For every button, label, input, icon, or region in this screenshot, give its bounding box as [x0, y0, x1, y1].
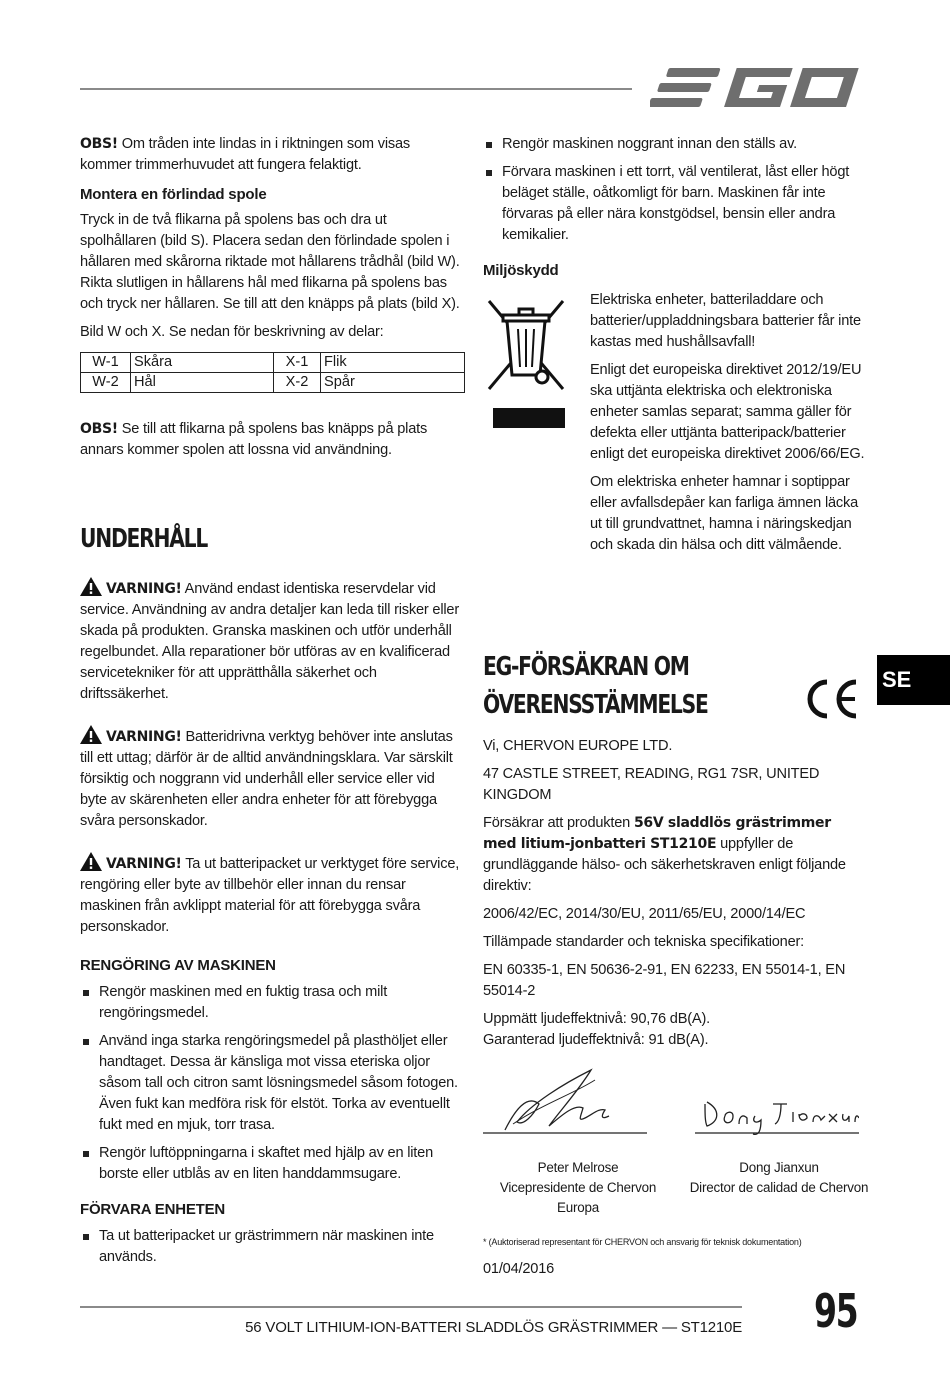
footer-title: 56 VOLT LITHIUM-ION-BATTERI SLADDLÖS GRÄSTRIMMER — ST1210E	[245, 1319, 742, 1336]
table-cell: Flik	[321, 353, 465, 373]
parts-table	[80, 352, 465, 393]
table-cell: Spår	[321, 373, 465, 393]
list-item: Använd inga starka rengöringsmedel på plasthöljet eller handtaget. Dessa är känsliga mot vissa eteriska oljor såsom tall och citron samt lösningsmedel såsom fotogen. Även fukt kan medföra risk för elstöt. Torka av eventuellt fukt med en mjuk, torr trasa.	[80, 1031, 465, 1136]
spool-heading: Montera en förlindad spole	[80, 186, 267, 203]
obs-label: OBS!	[80, 421, 118, 437]
storage-section-left	[80, 1201, 465, 1275]
cleaning-heading: RENGÖRING AV MASKINEN	[80, 957, 276, 974]
storage-section-right	[483, 134, 863, 253]
table-cell: Hål	[131, 373, 274, 393]
header-rule	[80, 88, 632, 90]
guaranteed-noise: Garanterad ljudeffektnivå: 91 dB(A).	[483, 1032, 709, 1048]
footnote: * (Auktoriserad representant för CHERVON och ansvarig för teknisk dokumentation)	[483, 1237, 802, 1247]
environment-paragraph: Om elektriska enheter hamnar i soptippar eller avfallsdepåer kan farliga ämnen läcka ut till grundvattnet, hamna i näringskedjan och skada din hälsa och ditt välmående.	[590, 474, 859, 553]
signatory-name: Peter Melrose	[537, 1160, 619, 1175]
ec-declaration	[483, 736, 863, 1051]
environment-text	[590, 290, 865, 556]
company-name: Vi, CHERVON EUROPE LTD.	[483, 738, 673, 754]
company-address: 47 CASTLE STREET, READING, RG1 7SR, UNITED KINGDOM	[483, 766, 820, 803]
warning-triangle-icon	[80, 852, 102, 871]
obs-text: Om tråden inte lindas in i riktningen som visas kommer trimmerhuvudet att fungera felaktigt.	[80, 136, 410, 173]
warning-text: Ta ut batteripacket ur verktyget före service, rengöring eller byte av tillbehör eller innan du rensar maskinen från avklippt material för att förebygga svåra personskador.	[80, 856, 460, 935]
measured-noise: Uppmätt ljudeffektnivå: 90,76 dB(A).	[483, 1011, 710, 1027]
footer-rule	[80, 1306, 742, 1308]
warning-paragraph	[80, 577, 465, 705]
obs-text: Se till att flikarna på spolens bas knäpps på plats annars kommer spolen att lossna vid användning.	[80, 421, 428, 458]
standards-label: Tillämpade standarder och tekniska specifikationer:	[483, 934, 805, 950]
standards-list: EN 60335-1, EN 50636-2-91, EN 62233, EN 55014-1, EN 55014-2	[483, 962, 846, 999]
storage-heading: FÖRVARA ENHETEN	[80, 1201, 226, 1218]
list-item: Rengör maskinen noggrant innan den ställs av.	[483, 134, 863, 155]
table-row	[81, 353, 465, 373]
ec-heading-line1: EG-FÖRSÄKRAN OM	[483, 652, 689, 682]
directives-list: 2006/42/EC, 2014/30/EU, 2011/65/EU, 2000/14/EC	[483, 906, 806, 922]
table-cell: X-1	[274, 353, 321, 373]
product-name: 56V sladdlös grästrimmer med litium-jonbatteri ST1210E	[483, 815, 831, 852]
ec-heading-wrap	[483, 648, 771, 724]
signatory-name: Dong Jianxun	[739, 1160, 819, 1175]
storage-list-right	[483, 134, 863, 246]
list-item: Ta ut batteripacket ur grästrimmern när maskinen inte används.	[80, 1226, 465, 1268]
list-item: Förvara maskinen i ett torrt, väl ventilerat, låst eller högt beläget ställe, oåtkomligt för barn. Maskinen får inte förvaras på eller nära konstgödsel, bensin eller andra kemikalier.	[483, 162, 863, 246]
table-cell: Skåra	[131, 353, 274, 373]
warning-text: Batteridrivna verktyg behöver inte anslutas till ett uttag; därför är de alltid användningsklara. Var särskilt försiktig och noggrann vid underhåll eller service eller vid byte av skärenheten eller andra enheter för att förebygga svåra personskador.	[80, 729, 453, 829]
environment-heading: Miljöskydd	[483, 262, 559, 279]
warning-label: VARNING!	[106, 729, 182, 745]
table-row	[81, 373, 465, 393]
ego-logo	[650, 64, 862, 112]
declaration-pre: Försäkrar att produkten	[483, 815, 634, 831]
warning-label: VARNING!	[106, 581, 182, 597]
figure-note: Bild W och X. Se nedan för beskrivning av delar:	[80, 324, 384, 340]
obs-label: OBS!	[80, 136, 118, 152]
maintenance-heading: UNDERHÅLL	[80, 524, 208, 554]
table-cell: X-2	[274, 373, 321, 393]
spool-paragraph: Tryck in de två flikarna på spolens bas och dra ut spolhållaren (bild S). Placera sedan den förlindade spolen i hållaren med skårorna riktade mot hållarens trådhål (bild W). Rikta slutligen in hållarens hål med flikarna på spolens bas och tryck ner hållaren. Se till att den knäpps på plats (bild X).	[80, 212, 460, 312]
warning-paragraph	[80, 852, 465, 938]
warning-text: Använd endast identiska reservdelar vid service. Användning av andra detaljer kan leda till risker eller skada på produkten. Granska maskinen och utför underhåll regelbundet. Alla reparationer bör utföras av en kvalificerad servicetekniker för att upprätthålla säkerhet och driftssäkerhet.	[80, 581, 460, 702]
cleaning-section	[80, 957, 465, 1192]
ce-mark-icon	[800, 676, 862, 722]
table-cell: W-1	[81, 353, 131, 373]
signatory-title: Director de calidad de Chervon	[689, 1180, 869, 1195]
signatory-block	[483, 1158, 673, 1218]
ec-heading-line2: ÖVERENSSTÄMMELSE	[483, 690, 708, 720]
list-item: Rengör luftöppningarna i skaftet med hjälp av en liten borste eller utblås av en liten handdammsugare.	[80, 1143, 465, 1185]
environment-heading-wrap	[483, 262, 559, 279]
declaration-post: uppfyller de grundläggande hälso- och säkerhetskraven enligt följande direktiv:	[483, 836, 846, 894]
warning-triangle-icon	[80, 725, 102, 744]
declaration-text	[483, 813, 863, 897]
obs-note-snap	[80, 419, 465, 461]
warning-triangle-icon	[80, 577, 102, 596]
signatory-title: Vicepresidente de Chervon Europa	[499, 1180, 657, 1215]
signatory-block	[686, 1158, 872, 1198]
storage-list-left	[80, 1226, 465, 1268]
language-tab	[877, 655, 950, 705]
warning-label: VARNING!	[106, 856, 182, 872]
cleaning-list	[80, 982, 465, 1185]
warning-paragraph	[80, 725, 465, 832]
language-tab-label: SE	[882, 667, 912, 692]
signature-peter-melrose	[483, 1064, 647, 1136]
signature-dong-jianxun	[695, 1086, 859, 1138]
left-column	[80, 134, 465, 461]
maintenance-heading-wrap	[80, 520, 243, 558]
obs-note-winding	[80, 134, 465, 176]
list-item: Rengör maskinen med en fuktig trasa och milt rengöringsmedel.	[80, 982, 465, 1024]
page-number: 95	[814, 1284, 858, 1338]
table-cell: W-2	[81, 373, 131, 393]
declaration-date: 01/04/2016	[483, 1261, 555, 1277]
weee-bin-icon	[485, 297, 567, 431]
environment-paragraph: Elektriska enheter, batteriladdare och batterier/uppladdningsbara batterier får inte kastas med hushållsavfall!	[590, 292, 861, 350]
environment-paragraph: Enligt det europeiska direktivet 2012/19/EU ska uttjänta elektriska och elektroniska enheter samlas separat; samma gäller för defekta eller uttjänta batteripack/batterier enligt det europeiska direktivet 2006/66/EG.	[590, 362, 865, 462]
warnings-block	[80, 577, 465, 938]
